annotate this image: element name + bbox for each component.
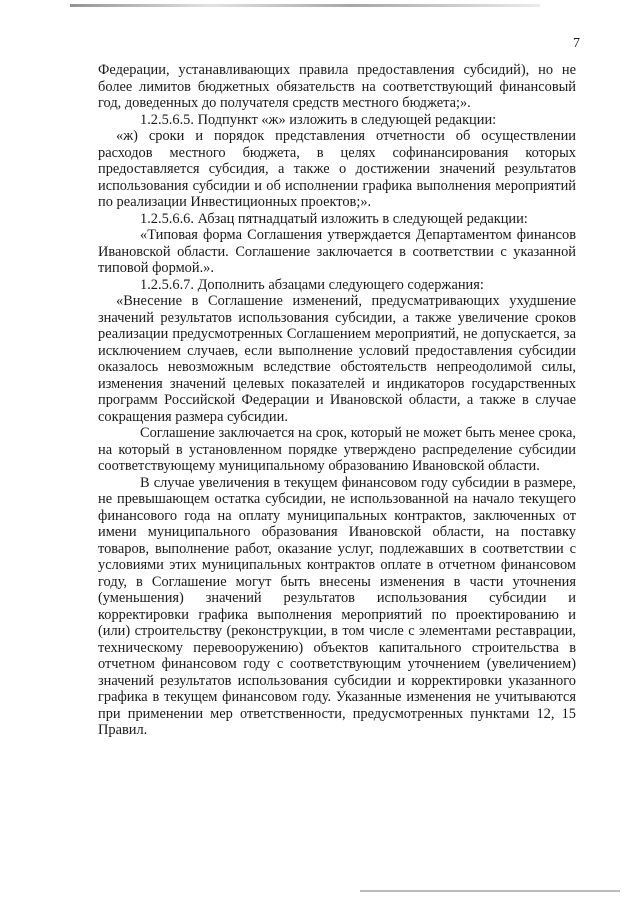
paragraph-8: Соглашение заключается на срок, который не может быть менее срока, на который в установленном порядке утверждено распределение субсидии соответствующему муниципальному образованию Ивановской области. [98,425,576,474]
page-number: 7 [573,36,580,51]
paragraph-7: «Внесение в Соглашение изменений, предусматривающих ухудшение значений результатов использования субсидии, а также увеличение сроков реализации предусмотренных Соглашением мероприятий, не допускается, за исключением случаев, если выполнение условий предоставления субсидии оказалось невозможным вследствие обстоятельств непреодолимой силы, изменения значений целевых показателей и индикаторов государственных программ Российской Федерации и Ивановской области, а также в случае сокращения размера субсидии. [98,293,576,425]
paragraph-9: В случае увеличения в текущем финансовом году субсидии в размере, не превышающем остатка субсидии, не использованной на начало текущего финансового года на оплату муниципальных контрактов, заключенных от имени муниципального образования Ивановской области, на поставку товаров, выполнение работ, оказание услуг, подлежавших в соответствии с условиями этих муниципальных контрактов оплате в отчетном финансовом году, в Соглашение могут быть внесены изменения в части уточнения (уменьшения) значений результатов использования субсидии и корректировки графика выполнения мероприятий по проектированию и (или) строительству (реконструкции, в том числе с элементами реставрации, техническому перевооружению) объектов капитального строительства в отчетном финансовом году с соответствующим уточнением (увеличением) значений результатов использования субсидии и корректировки указанного графика в текущем финансовом году. Указанные изменения не учитываются при применении мер ответственности, предусмотренных пунктами 12, 15 Правил. [98,474,576,738]
paragraph-2: 1.2.5.6.5. Подпункт «ж» изложить в следующей редакции: [140,111,497,128]
scan-artifact-bottom [360,890,620,892]
paragraph-3: «ж) сроки и порядок представления отчетности об осуществлении расходов местного бюджета, в целях софинансирования которых предоставляется субсидия, а также о достижении значений результатов использования субсидии и об исполнении графика выполнения мероприятий по реализации Инвестиционных проектов;». [98,128,576,210]
paragraph-4: 1.2.5.6.6. Абзац пятнадцатый изложить в следующей редакции: [140,210,528,227]
document-body [98,62,576,739]
scan-artifact-top [70,4,540,7]
paragraph-1: Федерации, устанавливающих правила предоставления субсидий), но не более лимитов бюджетных обязательств на соответствующий финансовый год, доведенных до получателя средств местного бюджета;». [98,62,576,111]
paragraph-5: «Типовая форма Соглашения утверждается Департаментом финансов Ивановской области. Соглашение заключается в соответствии с указанной типовой формой.». [98,227,576,276]
paragraph-6: 1.2.5.6.7. Дополнить абзацами следующего содержания: [140,276,484,293]
